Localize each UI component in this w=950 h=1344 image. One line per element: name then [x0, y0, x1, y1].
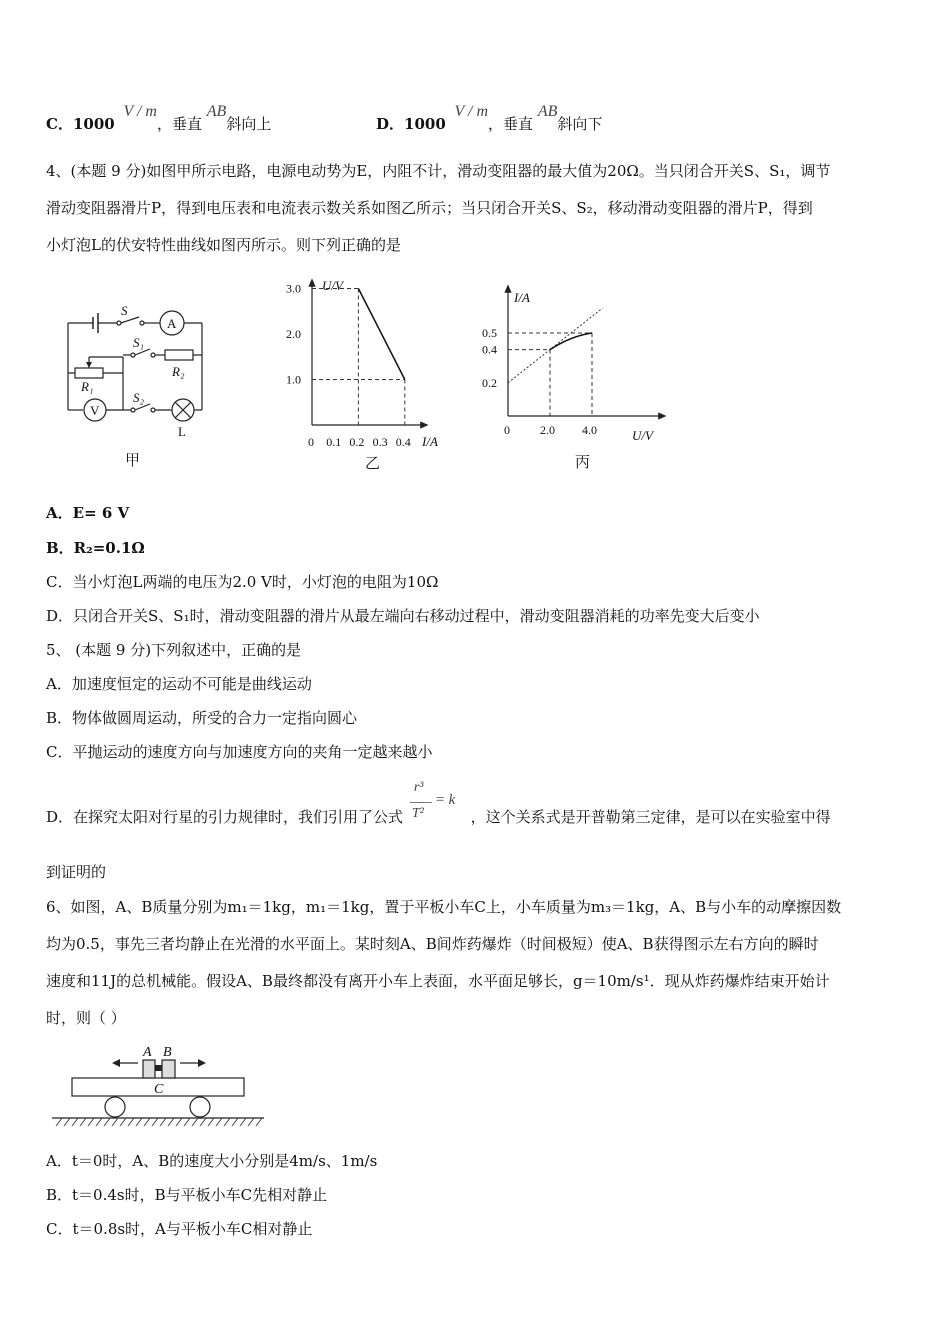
q4-stem-line2: 滑动变阻器滑片P，得到电压表和电流表示数关系如图乙所示；当只闭合开关S、S₂，移动滑动变阻器的滑片P，得到	[46, 199, 813, 217]
bing-xtick-2: 4.0	[582, 423, 597, 437]
q5-option-d	[46, 780, 831, 827]
figure-bing-chart	[478, 278, 678, 478]
q4-option-c: C．当小灯泡L两端的电压为2.0 V时，小灯泡的电阻为10Ω	[46, 573, 439, 591]
yi-data-line	[358, 289, 404, 380]
yi-xtick-3: 0.3	[372, 435, 388, 449]
q3-c-letter: C．	[46, 115, 73, 133]
jia-label-s1: S₁	[133, 335, 145, 350]
cart-wheel-right	[190, 1097, 210, 1117]
label-b: B	[163, 1045, 172, 1060]
q3-c-mid: ，垂直	[156, 115, 202, 133]
bing-y-label: I/A	[514, 290, 530, 305]
q6-stem-line2: 均为0.5，事先三者均静止在光滑的水平面上。某时刻A、B间炸药爆炸（时间极短）使A、B获得图示左右方向的瞬时	[46, 935, 819, 953]
kepler-formula	[408, 780, 466, 822]
q4-stem-line1: 4、(本题 9 分)如图甲所示电路，电源电动势为E，内阻不计，滑动变阻器的最大值为20Ω。当只闭合开关S、S₁，调节	[46, 162, 831, 180]
jia-label-r1: R₁	[81, 379, 94, 394]
label-c: C	[154, 1082, 164, 1097]
yi-x-label: I/A	[422, 434, 438, 449]
yi-caption: 乙	[365, 456, 381, 472]
q3-c-end: 斜向上	[226, 115, 272, 133]
bing-xtick-0: 0	[504, 423, 510, 437]
q6-option-a: A．t＝0时，A、B的速度大小分别是4m/s、1m/s	[46, 1152, 378, 1170]
explosive	[155, 1065, 162, 1071]
bing-ytick-1: 0.4	[482, 342, 497, 357]
q3-d-ab: AB	[537, 103, 558, 120]
jia-label-v: V	[90, 403, 100, 418]
figure-jia-circuit	[55, 295, 215, 475]
q3-d-mid: ，垂直	[488, 115, 534, 133]
q3-d-value: 1000	[404, 115, 446, 133]
q3-d-end: 斜向下	[557, 115, 603, 133]
formula-denominator: T²	[411, 806, 424, 821]
yi-ytick-2: 1.0	[286, 372, 301, 387]
formula-numerator: r³	[413, 780, 424, 795]
q3-c-unit: V / m	[123, 103, 157, 120]
q6-cart-figure	[50, 1040, 270, 1132]
q5-stem: 5、 (本题 9 分)下列叙述中，正确的是	[46, 641, 302, 659]
jia-label-l: L	[178, 424, 186, 439]
yi-xtick-0: 0	[308, 435, 314, 449]
jia-caption: 甲	[125, 453, 141, 469]
q4-option-d: D．只闭合开关S、S₁时，滑动变阻器的滑片从最左端向右移动过程中，滑动变阻器消耗的功率先变大后变小	[46, 607, 760, 625]
q5-d-pre: D．在探究太阳对行星的引力规律时，我们引用了公式	[46, 808, 404, 826]
q5-option-b: B．物体做圆周运动，所受的合力一定指向圆心	[46, 709, 358, 727]
block-b	[162, 1060, 175, 1078]
figure-yi-chart	[280, 270, 450, 475]
q5-option-c: C．平抛运动的速度方向与加速度方向的夹角一定越来越小	[46, 743, 433, 761]
cart-wheel-left	[105, 1097, 125, 1117]
ground-hatching	[56, 1118, 262, 1126]
q3-option-d	[376, 103, 603, 135]
q3-c-value: 1000	[72, 115, 115, 133]
q3-d-unit: V / m	[454, 103, 489, 120]
bing-caption: 丙	[575, 455, 591, 471]
q4-option-b: B．R₂=0.1Ω	[46, 539, 145, 557]
q5-option-d-cont: 到证明的	[46, 863, 107, 881]
jia-label-s: S	[121, 303, 128, 318]
q6-option-c: C．t＝0.8s时，A与平板小车C相对静止	[46, 1220, 313, 1238]
jia-label-r2: R₂	[172, 364, 185, 379]
q6-stem-line3: 速度和11J的总机械能。假设A、B最终都没有离开小车上表面，水平面足够长，g＝10m/s¹．现从炸药爆炸结束开始计	[46, 972, 830, 990]
formula-fraction-bar	[410, 802, 432, 803]
yi-ytick-0: 3.0	[286, 281, 301, 296]
bing-curve	[550, 333, 592, 350]
yi-ytick-1: 2.0	[286, 327, 301, 341]
q5-d-post: ，这个关系式是开普勒第三定律，是可以在实验室中得	[470, 808, 831, 826]
jia-label-a: A	[167, 316, 177, 331]
q6-stem-line4: 时，则（ ）	[46, 1009, 126, 1027]
label-a: A	[143, 1045, 152, 1060]
bing-ytick-0: 0.5	[482, 326, 497, 340]
q6-stem-line1: 6、如图，A、B质量分别为m₁＝1kg，m₁＝1kg，置于平板小车C上，小车质量为m₃＝1kg，A、B与小车的动摩擦因数	[46, 898, 842, 916]
bing-xtick-1: 2.0	[540, 423, 555, 437]
q5-option-a: A．加速度恒定的运动不可能是曲线运动	[46, 675, 312, 693]
jia-label-s2: S₂	[133, 390, 145, 405]
q4-option-a: A．E= 6 V	[46, 504, 130, 522]
q3-c-ab: AB	[206, 103, 227, 120]
block-a	[143, 1060, 155, 1078]
yi-xtick-1: 0.1	[326, 435, 342, 449]
bing-ytick-2: 0.2	[482, 375, 497, 390]
q4-stem-line3: 小灯泡L的伏安特性曲线如图丙所示。则下列正确的是	[46, 236, 401, 254]
q3-d-letter: D．	[376, 115, 405, 133]
yi-y-label: U/V	[322, 278, 343, 293]
formula-rhs: = k	[434, 792, 456, 808]
q6-option-b: B．t＝0.4s时，B与平板小车C先相对静止	[46, 1186, 328, 1204]
yi-xtick-4: 0.4	[395, 435, 411, 449]
yi-xtick-2: 0.2	[349, 435, 365, 449]
q3-option-c	[46, 103, 272, 135]
bing-x-label: U/V	[632, 428, 653, 443]
